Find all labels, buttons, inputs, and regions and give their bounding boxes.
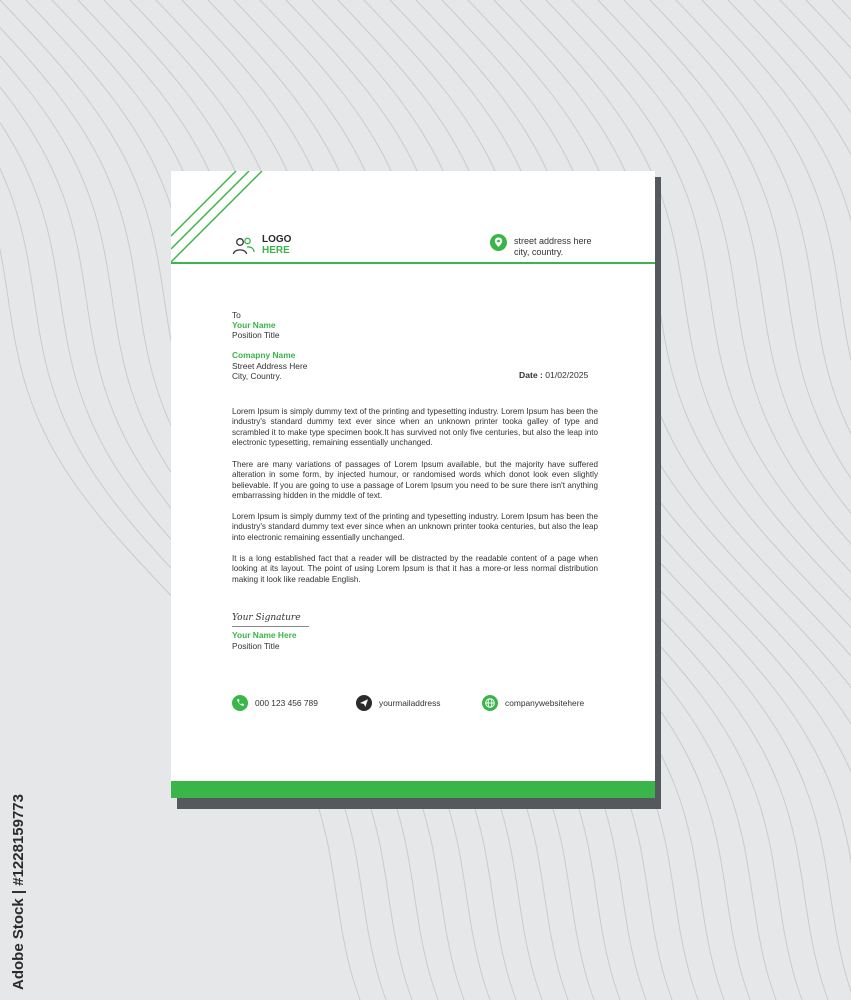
send-icon xyxy=(356,695,372,711)
footer-bar xyxy=(171,781,655,798)
wave-line xyxy=(657,0,851,1000)
user-group-icon xyxy=(232,236,256,256)
letterhead-page xyxy=(171,171,655,798)
body-paragraph-1: Lorem Ipsum is simply dummy text of the printing and typesetting industry. Lorem Ipsum has been the industry's standard dummy text ever since when an unknown printer tooka galley of type and scrambled it to make type specimen book.It has survived not only five centuries, but also the leap into electronic typesetting, remaining essentially unchanged. xyxy=(232,407,598,448)
contact-email-text: yourmailaddress xyxy=(379,698,441,708)
signature-script: Your Signature xyxy=(232,613,301,623)
logo-text-line2: HERE xyxy=(262,245,290,256)
signature-position: Position Title xyxy=(232,641,280,651)
body-paragraph-2: There are many variations of passages of Lorem Ipsum available, but the majority have suffered alteration in some form, by injected humour, or randomised words which donot look even slightly believable. If you are going to use a passage of Lorem Ipsum you need to be sure there isn't anything embarrassing hidden in the middle of text. xyxy=(232,460,598,501)
recipient-position: Position Title xyxy=(232,330,280,340)
date-label: Date : xyxy=(519,370,543,380)
signature-name: Your Name Here xyxy=(232,630,297,640)
wave-line xyxy=(631,0,851,1000)
stock-id-text: Adobe Stock | #1228159773 xyxy=(10,794,27,990)
header-divider xyxy=(171,262,655,264)
logo-text-line1: LOGO xyxy=(262,234,292,245)
wave-line xyxy=(683,0,851,1000)
wave-line xyxy=(735,0,851,1000)
date-value: 01/02/2025 xyxy=(545,370,589,380)
body-paragraph-3: Lorem Ipsum is simply dummy text of the printing and typesetting industry. Lorem Ipsum has been the industry's standard dummy text ever since when an unknown printer tooka centuries, but also the leap into electronic remaining essentially unchanged. xyxy=(232,512,598,542)
recipient-to: To xyxy=(232,310,241,320)
phone-icon xyxy=(232,695,248,711)
contact-website-text: companywebsitehere xyxy=(505,698,585,708)
wave-line xyxy=(709,0,851,1000)
contact-phone-text: 000 123 456 789 xyxy=(255,698,318,708)
location-pin-icon xyxy=(490,234,507,251)
wave-line xyxy=(813,0,851,1000)
letter-date xyxy=(519,370,588,380)
signature-line xyxy=(232,626,309,627)
header-address-line1: street address here xyxy=(514,236,592,246)
body-paragraph-4: It is a long established fact that a reader will be distracted by the readable content of a page when looking at its layout. The point of using Lorem Ipsum is that it has a more-or less normal distribution making it look like readable English. xyxy=(232,554,598,584)
recipient-street: Street Address Here xyxy=(232,361,308,371)
header-address-line2: city, country. xyxy=(514,247,564,257)
recipient-city: City, Country. xyxy=(232,371,282,381)
wave-line xyxy=(761,0,851,1000)
recipient-company: Comapny Name xyxy=(232,350,296,360)
recipient-name: Your Name xyxy=(232,320,276,330)
globe-icon xyxy=(482,695,498,711)
